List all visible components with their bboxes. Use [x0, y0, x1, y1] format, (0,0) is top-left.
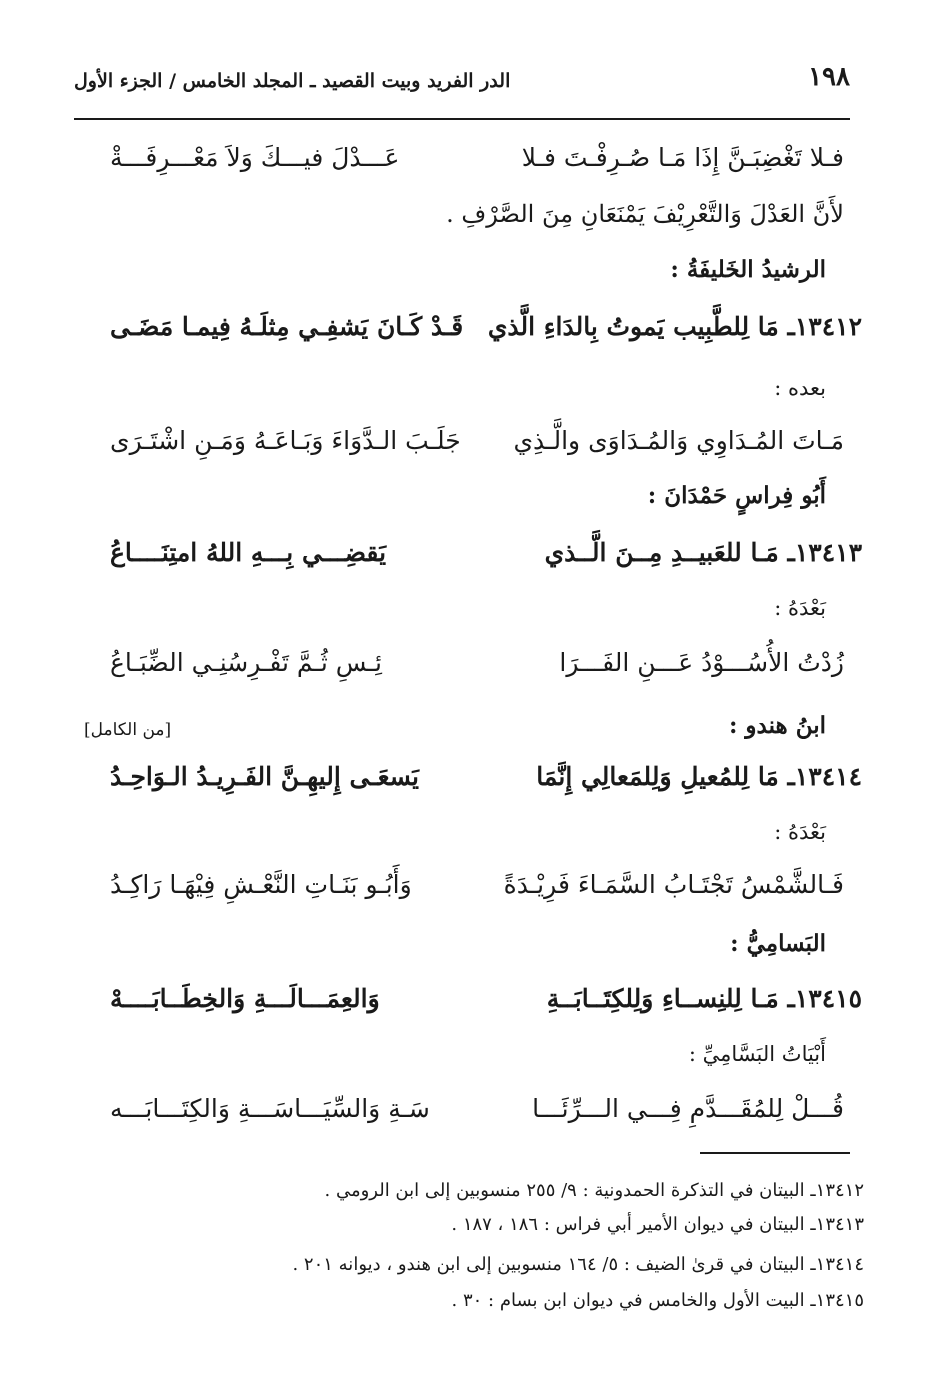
verse-first-hemistich: ١٣٤١٤ـ مَا لِلمُعيلِ وَلِلمَعالِي إِنَّمَا: [536, 762, 862, 791]
footnote-rule: [700, 1152, 850, 1154]
poet-heading: الرشيدُ الخَليفَةُ :: [670, 256, 826, 283]
verse-first-hemistich: فَـالشَّمْسُ تَجْتَـابُ السَّمَـاءَ فَرِيْـدَةً: [503, 870, 844, 899]
running-title: الدر الفريد وبيت القصيد ـ المجلد الخامس / الجزء الأول: [74, 70, 511, 92]
footnote: ١٣٤١٤ـ البيتان في قرىٰ الضيف : ٥/ ١٦٤ منسوبين إلى ابن هندو ، ديوانه ٢٠١ .: [292, 1254, 864, 1275]
verse-second-hemistich: سَـةِ وَالسِّيَـــاسَـــةِ وَالكِتَـــابَـــه: [110, 1094, 430, 1123]
verse-first-hemistich: فـلا تَغْضِبَـنَّ إِذَا مَـا صُـرِفْـتَ فـلا: [521, 143, 844, 172]
poet-heading: البَسامِيُّ :: [730, 930, 826, 957]
after-label: بَعْدَهُ :: [774, 820, 826, 844]
page-header: [74, 62, 850, 102]
page-number: ١٩٨: [808, 62, 850, 92]
verse-line: [0, 648, 946, 684]
numbered-verse: [0, 984, 946, 1024]
header-rule: [74, 118, 850, 120]
numbered-verse: [0, 312, 946, 352]
verse-first-hemistich: ١٣٤١٢ـ مَا لِلطَّبِيب يَموتُ بِالدَاءِ الَّذي: [487, 312, 862, 341]
verse-second-hemistich: قَـدْ كَـانَ يَشفِـي مِثلَـهُ فِيمـا مَضَـى: [110, 312, 464, 341]
footnote: ١٣٤١٥ـ البيت الأول والخامس في ديوان ابن بسام : ٣٠ .: [451, 1290, 864, 1311]
poet-heading: ابنُ هندو :: [728, 712, 826, 739]
verse-second-hemistich: جَلَـبَ الـدَّوَاءَ وَبَـاعَـهُ وَمَـنِ اشْتَـرَى: [110, 426, 461, 455]
verse-first-hemistich: ١٣٤١٣ـ مَـا للعَبيــدِ مِــنَ الَّــذي: [544, 538, 862, 567]
verse-first-hemistich: زُدْتُ الأُسُـــوْدُ عَـــنِ الفَـــرَا: [559, 648, 844, 677]
verse-first-hemistich: ١٣٤١٥ـ مَـا لِلنِســاءِ وَلِلكِتَــابَــةِ: [546, 984, 862, 1013]
after-label: بعده :: [774, 376, 826, 400]
verse-second-hemistich: يَقضِـــي بِـــهِ اللهُ امتِنَــــاعُ: [110, 538, 387, 567]
verse-line: [0, 143, 946, 179]
verse-second-hemistich: عَـــدْلَ فيـــكَ وَلاَ مَعْـــرِفَـــةْ: [110, 143, 400, 172]
verse-line: [0, 426, 946, 462]
after-label: بَعْدَهُ :: [774, 596, 826, 620]
verse-first-hemistich: مَـاتَ المُـدَاوِي وَالمُـدَاوَى والَّـذِي: [513, 426, 844, 455]
verse-line: [0, 1094, 946, 1130]
verse-second-hemistich: وَأَبُـو بَنَـاتِ النَّعْـشِ فِيْهَـا رَاكِـدُ: [110, 870, 412, 899]
after-label: أَبْيَاتُ البَسَّامِيِّ :: [688, 1042, 826, 1066]
numbered-verse: [0, 762, 946, 802]
verse-first-hemistich: قُـــلْ لِلمُقَـــدَّمِ فِـــي الـــرِّئَـــا: [532, 1094, 844, 1123]
prose-line: لأَنَّ العَدْلَ وَالتَّعْرِيْفَ يَمْنَعَانِ مِنَ الصَّرْفِ .: [446, 200, 844, 228]
numbered-verse: [0, 538, 946, 578]
poet-heading: أَبُو فِراسٍ حَمْدَانَ :: [647, 482, 826, 509]
footnote: ١٣٤١٢ـ البيتان في التذكرة الحمدونية : ٩/ ٢٥٥ منسوبين إلى ابن الرومي .: [324, 1180, 864, 1201]
verse-second-hemistich: ئِـسِ ثُـمَّ تَفْـرِسُنِـي الضِّبَـاعُ: [110, 648, 382, 677]
verse-second-hemistich: وَالعِمَـــالَـــةِ وَالخِطَــابَــــهْ: [110, 984, 380, 1013]
verse-line: [0, 870, 946, 906]
footnote: ١٣٤١٣ـ البيتان في ديوان الأمير أبي فراس : ١٨٦ ، ١٨٧ .: [451, 1214, 864, 1235]
meter-tag: [من الكامل]: [84, 720, 172, 740]
verse-second-hemistich: يَسعَـى إِليهِـنَّ الفَـرِيـدُ الـوَاحِـدُ: [110, 762, 419, 791]
